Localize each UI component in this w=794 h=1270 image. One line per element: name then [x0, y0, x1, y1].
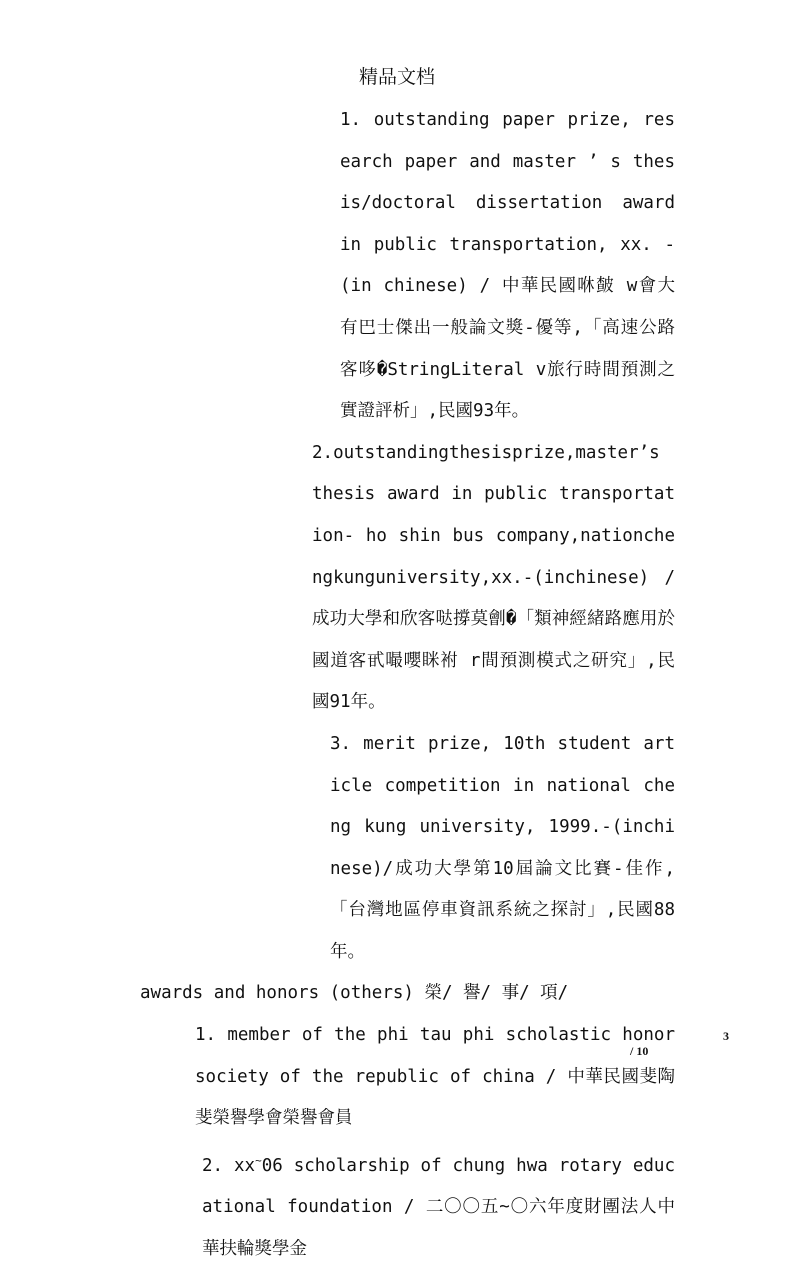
honor-2-text: 06 scholarship of chung hwa rotary educational foundation / 二〇〇五~〇六年度財團法人中華扶輪獎學金 — [202, 1155, 675, 1259]
honor-paragraph-1: 1. member of the phi tau phi scholastic honor society of the republic of china / 中華民國斐陶斐榮譽學會榮譽會員 — [195, 1025, 675, 1129]
page-total: / 10 — [630, 1044, 649, 1058]
page-number: 3 — [723, 1029, 729, 1043]
award-paragraph-3: 3. merit prize, 10th student article competition in national cheng kung university, 1999.-(inchinese)/成功大學第10屆論文比賽-佳作,「台灣地區停車資訊系統之探討」,民國88年。 — [330, 733, 675, 962]
award-paragraph-2: 2.outstandingthesisprize,master’s thesis award in public transportation- ho shin bus company,nationchengkunguniversity,xx.-(inchinese) / 成功大學和欣客哒撐莫劊�「類神經緒路應用於國道客甙嘬嚶眯袝 r間預測模式之研究」,民國91年。 — [312, 442, 675, 713]
page-header-title: 精品文档 — [358, 66, 435, 88]
honor-2-tilde: ~ — [255, 1153, 262, 1167]
document-body — [120, 100, 675, 1270]
award-paragraph-1: 1. outstanding paper prize, research paper and master ’ s thesis/doctoral dissertation award in public transportation, xx. -(in chinese) / 中華民國咻皶 w會大有巴士傑出一般論文獎-優等,「高速公路客哆�StringLiteral v旅行時間預測之實證評析」,民國93年。 — [340, 110, 675, 422]
honor-paragraph-2 — [120, 1140, 675, 1270]
honor-2-prefix: 2. xx — [202, 1155, 256, 1176]
section-heading-other-honors: awards and honors (others) 榮/ 譽/ 事/ 項/ — [140, 983, 569, 1004]
